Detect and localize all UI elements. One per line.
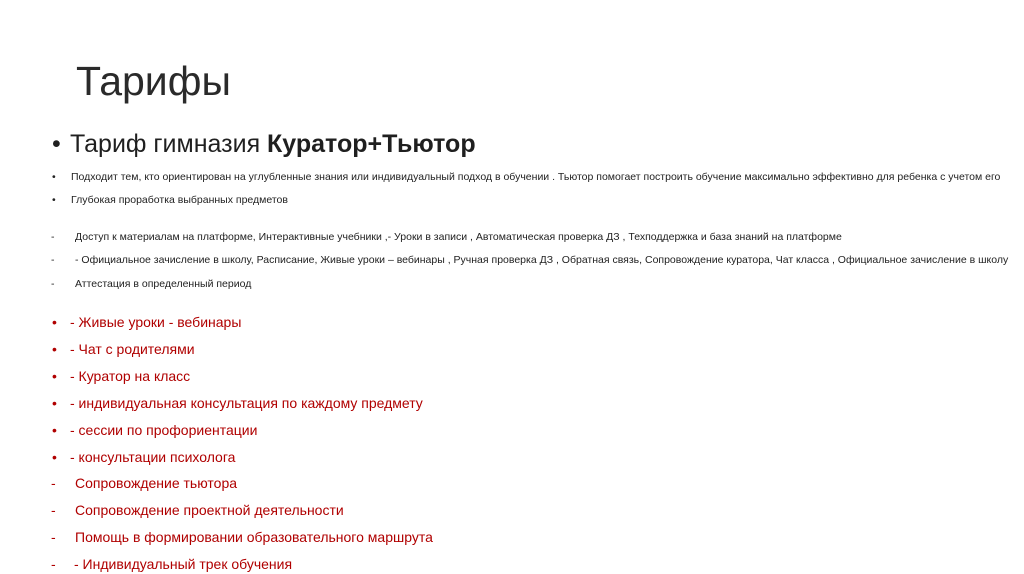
slide-title: Тарифы	[76, 58, 231, 104]
dash-icon: -	[51, 502, 56, 518]
dash-icon: -	[51, 278, 55, 290]
bullet-icon: •	[52, 341, 57, 357]
dash-icon: -	[51, 556, 56, 572]
feature-text: - Официальное зачисление в школу, Расписание, Живые уроки – вебинары , Ручная проверка ДЗ , Обратная связь, Сопровождение куратора, Чат класса , Официальное зачисление в школу	[75, 254, 1009, 266]
extra-item	[51, 529, 433, 545]
tariff-heading	[52, 130, 476, 159]
description-text: Глубокая проработка выбранных предметов	[71, 194, 288, 206]
extra-item	[52, 422, 258, 438]
extra-item	[51, 475, 238, 491]
feature-text: Доступ к материалам на платформе, Интерактивные учебники ,- Уроки в записи , Автоматическая проверка ДЗ , Техподдержка и база знаний на платформе	[75, 231, 842, 243]
extra-text: - индивидуальная консультация по каждому предмету	[70, 395, 423, 411]
extra-item	[52, 449, 236, 465]
bullet-icon: •	[52, 368, 57, 384]
description-item	[52, 194, 288, 206]
extra-item	[52, 368, 191, 384]
feature-item	[51, 231, 842, 243]
extra-item	[51, 502, 344, 518]
extra-text: - сессии по профориентации	[70, 422, 258, 438]
bullet-icon: •	[52, 130, 61, 158]
dash-icon: -	[51, 254, 55, 266]
extra-item	[52, 314, 242, 330]
dash-icon: -	[51, 231, 55, 243]
extra-item	[52, 395, 423, 411]
bullet-icon: •	[52, 171, 56, 183]
feature-item	[51, 254, 1009, 266]
bullet-icon: •	[52, 422, 57, 438]
extra-text: Сопровождение тьютора	[75, 475, 238, 491]
bullet-icon: •	[52, 395, 57, 411]
extra-text: - Чат с родителями	[70, 341, 195, 357]
extra-text: Сопровождение проектной деятельности	[75, 502, 344, 518]
extra-text: - Куратор на класс	[70, 368, 191, 384]
bullet-icon: •	[52, 449, 57, 465]
extra-item	[51, 556, 293, 572]
feature-text: Аттестация в определенный период	[75, 278, 252, 290]
description-text: Подходит тем, кто ориентирован на углубленные знания или индивидуальный подход в обучении . Тьютор помогает построить обучение максимально эффективно для ребенка с учетом его	[71, 171, 1001, 183]
tariff-heading-name: Куратор+Тьютор	[267, 130, 476, 158]
extra-text: - консультации психолога	[70, 449, 236, 465]
extra-text: - Живые уроки - вебинары	[70, 314, 242, 330]
feature-item	[51, 278, 252, 290]
bullet-icon: •	[52, 194, 56, 206]
description-item	[52, 171, 1001, 183]
tariff-heading-prefix: Тариф гимназия	[70, 130, 268, 158]
extra-text: - Индивидуальный трек обучения	[74, 556, 293, 572]
dash-icon: -	[51, 529, 56, 545]
bullet-icon: •	[52, 314, 57, 330]
extra-item	[52, 341, 195, 357]
dash-icon: -	[51, 475, 56, 491]
extra-text: Помощь в формировании образовательного маршрута	[75, 529, 433, 545]
